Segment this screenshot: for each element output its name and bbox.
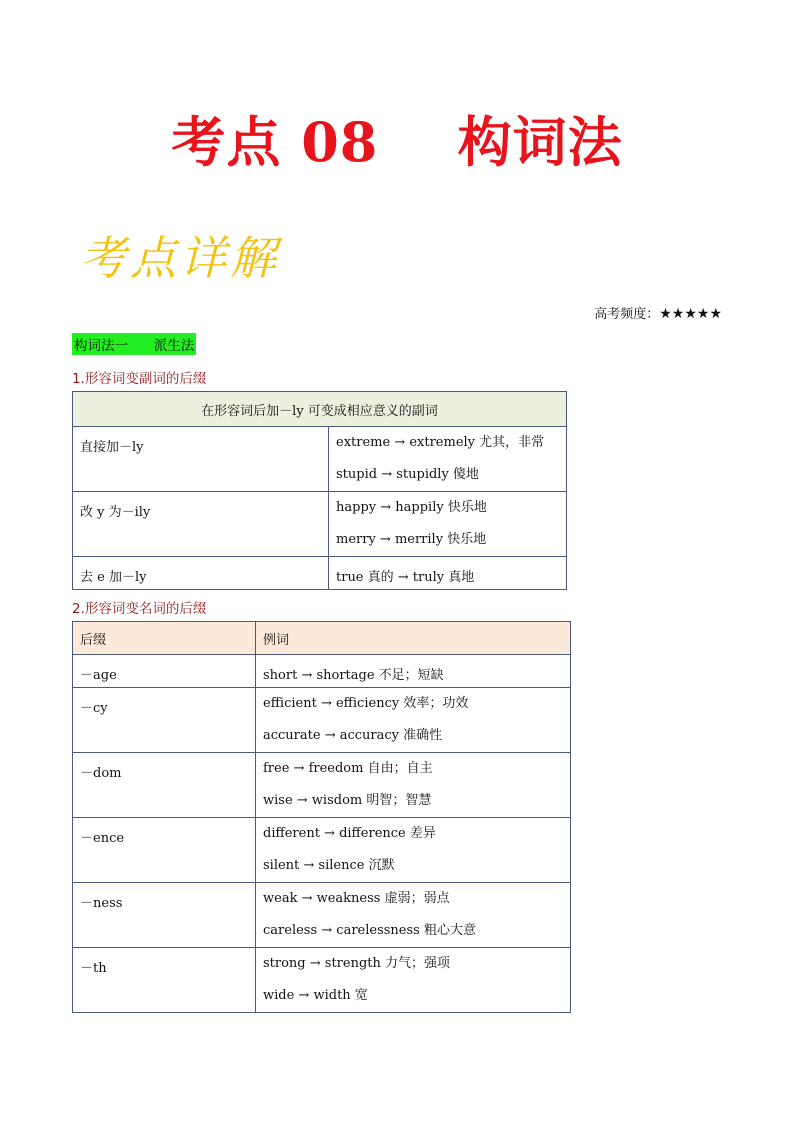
subhead-adj-to-noun: 2.形容词变名词的后缀 <box>72 601 207 617</box>
rule-cell: 去 e 加－ly <box>73 557 329 590</box>
section-title: 考点详解 <box>80 231 280 285</box>
example-cell <box>329 557 567 590</box>
example-line: weak → weakness 虚弱；弱点 <box>263 891 450 906</box>
table-row <box>73 753 571 818</box>
example-cell <box>256 688 571 753</box>
example-line: extreme → extremely 尤其，非常 <box>336 435 545 450</box>
example-line: happy → happily 快乐地 <box>336 500 487 515</box>
table-row <box>73 557 567 590</box>
adj-to-adv-table <box>72 391 567 590</box>
suffix-cell: －dom <box>73 753 256 818</box>
example-cell <box>256 883 571 948</box>
table-row <box>73 883 571 948</box>
example-line: efficient → efficiency 效率；功效 <box>263 696 469 711</box>
frequency-label: 高考频度： <box>594 307 660 322</box>
example-line: careless → carelessness 粗心大意 <box>263 923 476 938</box>
frequency-stars-icon: ★★★★★ <box>659 306 722 322</box>
exam-frequency <box>594 303 722 322</box>
example-line: merry → merrily 快乐地 <box>336 532 487 547</box>
example-cell <box>329 492 567 557</box>
column-header-suffix: 后缀 <box>73 622 256 655</box>
suffix-cell: －age <box>73 655 256 688</box>
table-row <box>73 655 571 688</box>
example-cell <box>256 655 571 688</box>
rule-cell: 改 y 为－ily <box>73 492 329 557</box>
suffix-cell: －ence <box>73 818 256 883</box>
rule-cell: 直接加－ly <box>73 427 329 492</box>
example-line: wise → wisdom 明智；智慧 <box>263 793 432 808</box>
example-line: accurate → accuracy 准确性 <box>263 728 443 743</box>
example-line: silent → silence 沉默 <box>263 858 395 873</box>
topic-highlight: 构词法一 派生法 <box>72 333 196 355</box>
page-title: 考点 08 构词法 <box>171 110 623 174</box>
suffix-cell: －ness <box>73 883 256 948</box>
table-header: 在形容词后加－ly 可变成相应意义的副词 <box>73 392 567 427</box>
example-line: true 真的 → truly 真地 <box>336 570 475 585</box>
example-line: different → difference 差异 <box>263 826 436 841</box>
example-cell <box>329 427 567 492</box>
table-row <box>73 948 571 1013</box>
example-cell <box>256 948 571 1013</box>
column-header-examples: 例词 <box>256 622 571 655</box>
suffix-cell: －cy <box>73 688 256 753</box>
table-row <box>73 688 571 753</box>
table-row <box>73 818 571 883</box>
example-cell <box>256 753 571 818</box>
example-cell <box>256 818 571 883</box>
example-line: stupid → stupidly 傻地 <box>336 467 479 482</box>
subhead-adj-to-adv: 1.形容词变副词的后缀 <box>72 371 207 387</box>
example-line: free → freedom 自由；自主 <box>263 761 433 776</box>
example-line: strong → strength 力气；强项 <box>263 956 451 971</box>
adj-to-noun-table <box>72 621 571 1013</box>
suffix-cell: －th <box>73 948 256 1013</box>
example-line: wide → width 宽 <box>263 988 368 1003</box>
example-line: short → shortage 不足；短缺 <box>263 668 444 683</box>
table-row <box>73 492 567 557</box>
table-row <box>73 427 567 492</box>
